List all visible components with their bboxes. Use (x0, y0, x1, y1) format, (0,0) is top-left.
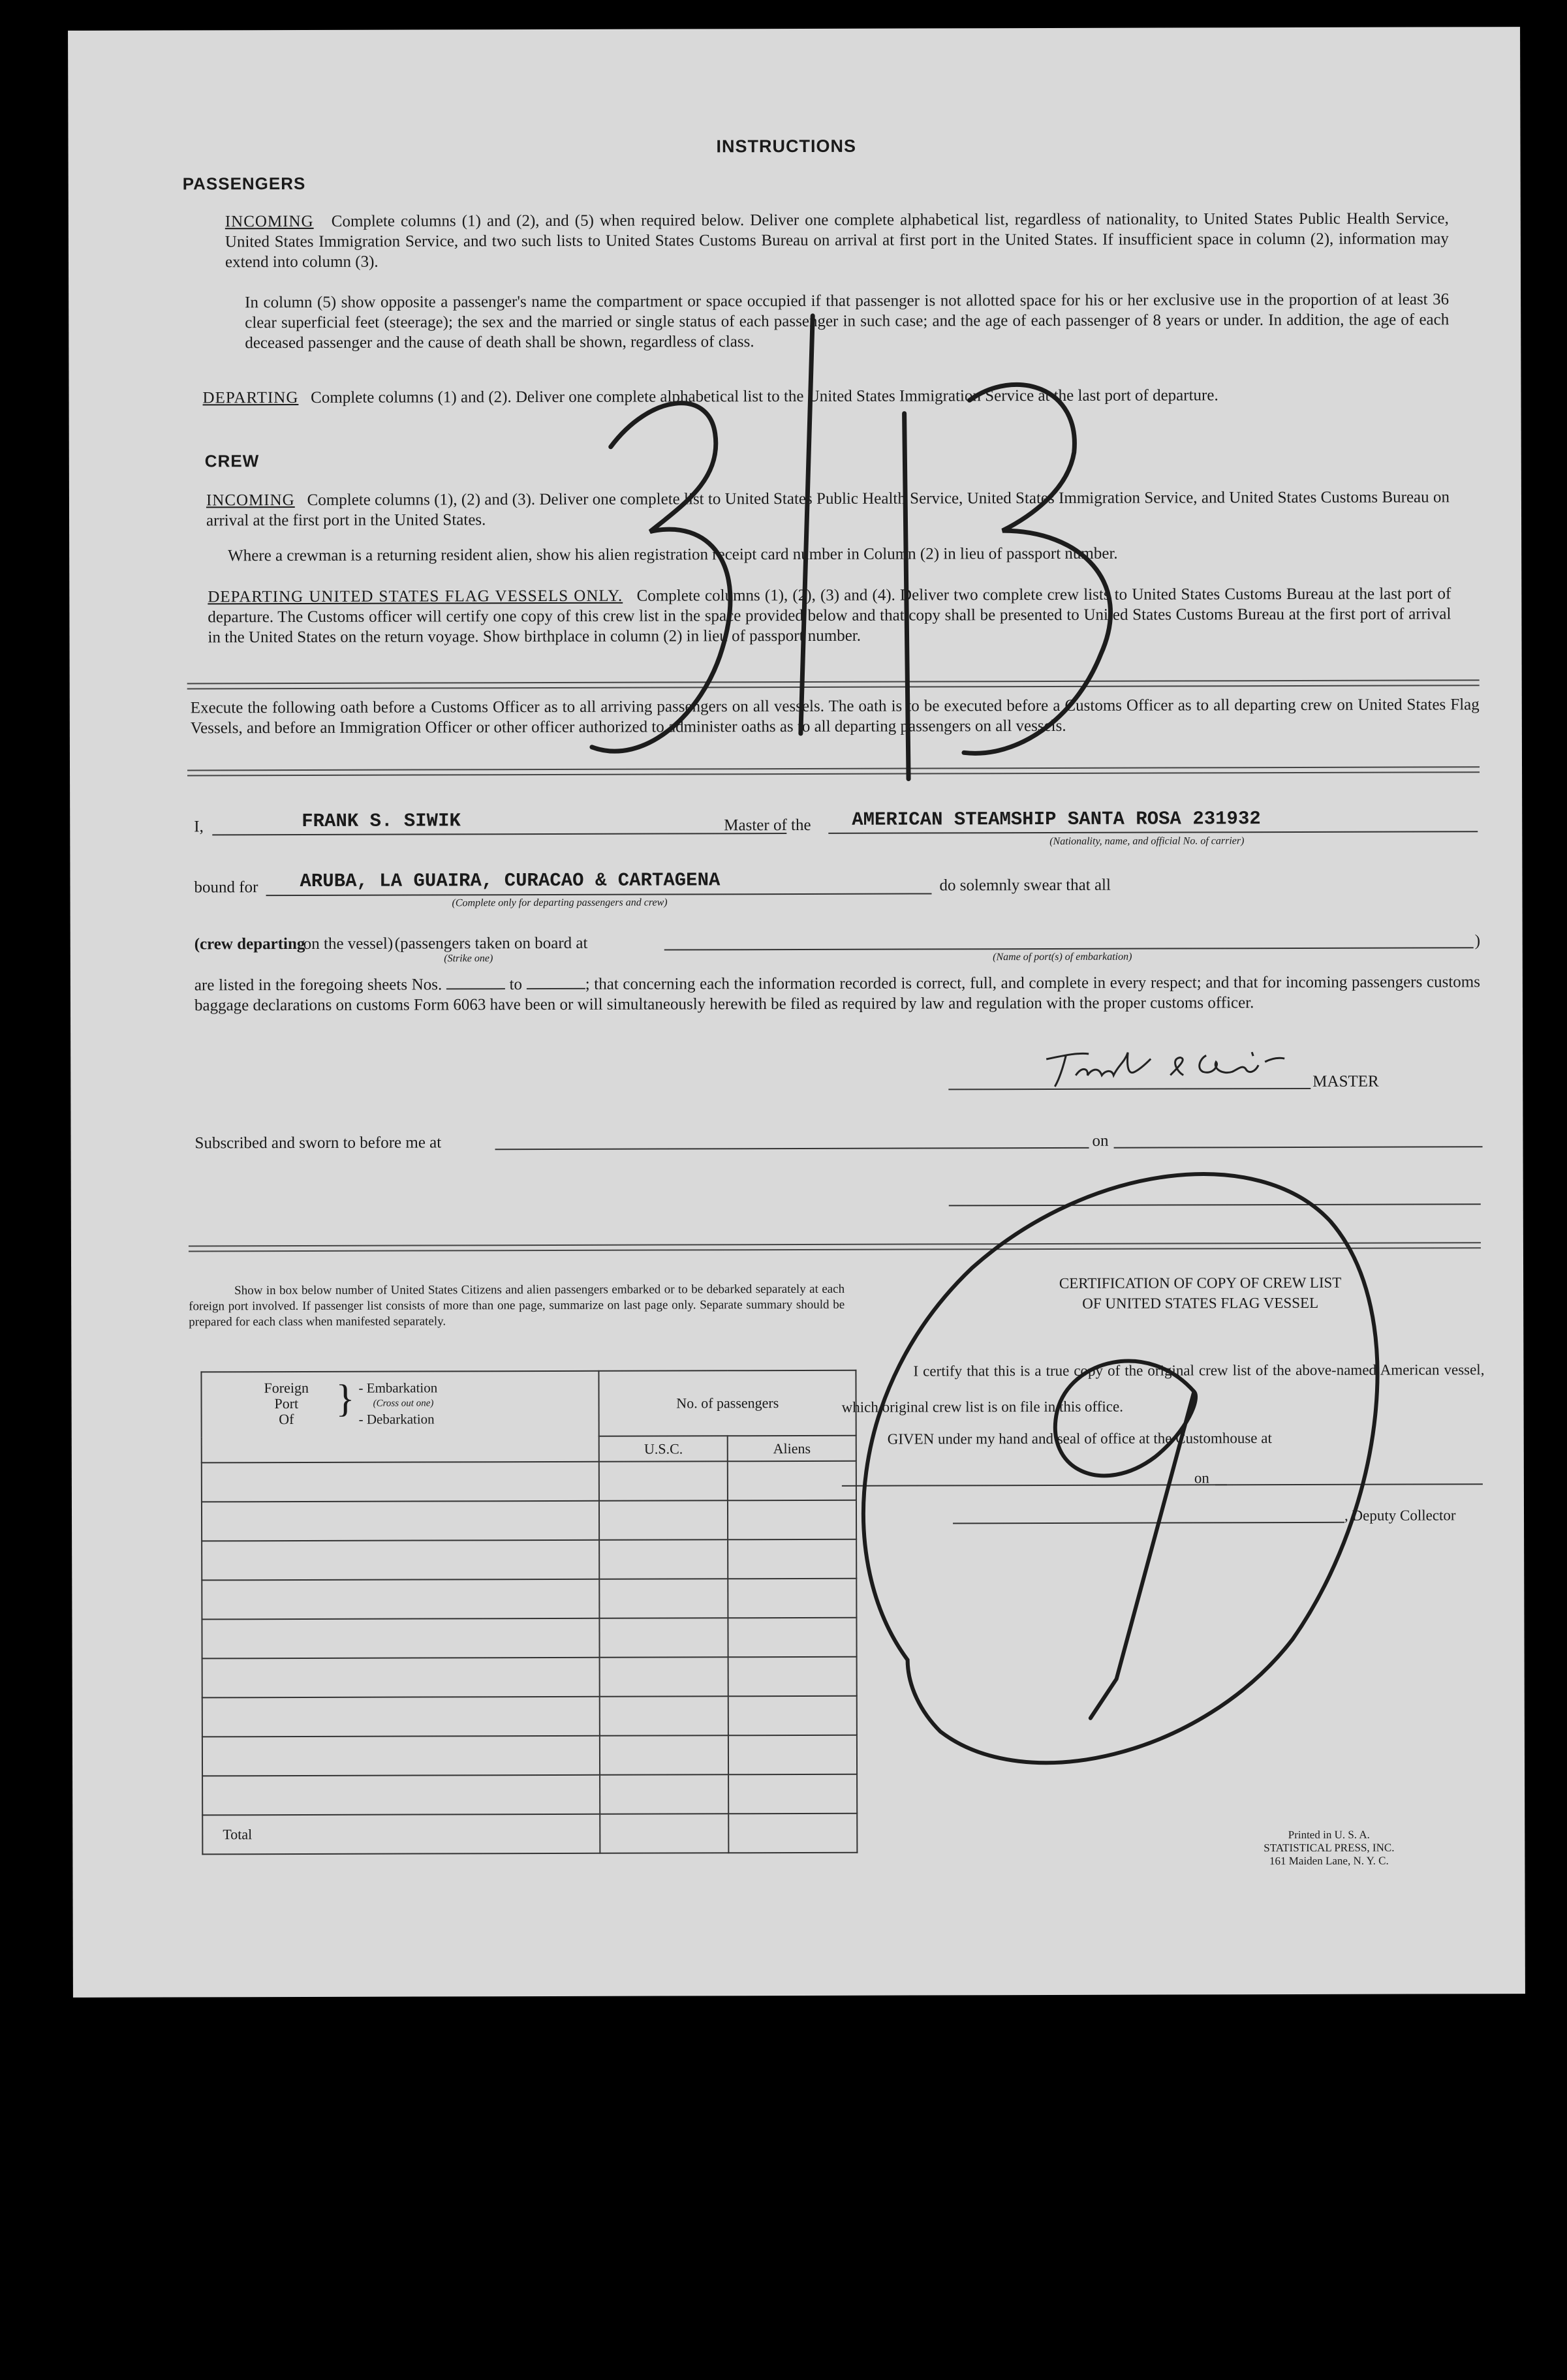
aliens-cell[interactable] (728, 1696, 857, 1736)
bound-for-caption: (Complete only for departing passengers and crew) (452, 897, 668, 909)
bound-for-label: bound for (194, 878, 258, 897)
printer-line-2: STATISTICAL PRESS, INC. (1264, 1841, 1395, 1855)
aliens-cell[interactable] (728, 1500, 856, 1540)
embarkation-port-line (664, 947, 1474, 950)
listed-text-2: ; that concerning each the information recorded is correct, full, and complete in every respect; and that for incoming passengers customs baggage declarations on customs Form 6063 have been or will simultaneously herewith be filed as required by law and regulation with the proper customs officer. (194, 973, 1480, 1015)
incoming-text: Complete columns (1) and (2), and (5) when required below. Deliver one complete alphabetical list, regardless of nationality, to United States Public Health Service, United States Immigration Service, and two such lists to United States Customs Bureau on arrival at first port in the United States. If insufficient space in column (2), information may extend into column (3). (225, 209, 1449, 271)
no-passengers-header: No. of passengers (599, 1370, 856, 1436)
aliens-cell[interactable] (728, 1461, 856, 1501)
aliens-total-cell[interactable] (728, 1814, 857, 1853)
usc-cell[interactable] (600, 1657, 728, 1697)
certification-heading-1: CERTIFICATION OF COPY OF CREW LIST (1059, 1274, 1342, 1291)
usc-header: U.S.C. (599, 1436, 728, 1462)
port-cell[interactable] (202, 1462, 600, 1502)
printer-line-3: 161 Maiden Lane, N. Y. C. (1269, 1854, 1389, 1868)
table-row (202, 1539, 856, 1581)
port-cell[interactable] (202, 1658, 600, 1698)
of-word: Of (279, 1411, 294, 1428)
officer-signature-line (949, 1203, 1481, 1206)
table-row (202, 1618, 856, 1659)
debarkation-label: - Debarkation (358, 1411, 435, 1427)
subscribed-place-line (495, 1147, 1089, 1150)
usc-cell[interactable] (600, 1579, 728, 1618)
aliens-cell[interactable] (728, 1539, 856, 1579)
deputy-signature-line (953, 1522, 1344, 1524)
certify-text: I certify that this is a true copy of the original crew list of the above-named American vessel, which original crew list is on file in this office. (841, 1361, 1485, 1415)
port-caption: (Name of port(s) of embarkation) (993, 951, 1132, 963)
crew-incoming-paragraph (206, 487, 1450, 531)
printer-imprint (1241, 1829, 1417, 1868)
subscribed-date-line (1114, 1146, 1483, 1148)
foreign-port-of-label (264, 1380, 309, 1427)
port-cell[interactable] (202, 1579, 600, 1620)
aliens-header: Aliens (728, 1436, 856, 1462)
listed-paragraph (194, 972, 1480, 1015)
printer-line-1: Printed in U. S. A. (1288, 1828, 1370, 1842)
table-row (202, 1696, 857, 1737)
embark-debark-label (358, 1380, 437, 1427)
crew-incoming-text: Complete columns (1), (2) and (3). Deliver one complete list to United States Public Health Service, United States Immigration Service, and United States Customs Bureau on arrival at the first port in the United States. (206, 488, 1450, 530)
column5-paragraph: In column (5) show opposite a passenger's name the compartment or space occupied if that passenger is not allotted space for his or her exclusive use in the proportion of at least 36 clear superficial feet (steerage); the sex and the married or single status of each passenger in such case; and the age of each passenger of 8 years or under. In addition, the age of each deceased passenger and the cause of death shall be shown, regardless of class. (245, 290, 1450, 352)
port-cell[interactable] (202, 1697, 600, 1737)
incoming-label: INCOMING (225, 212, 314, 231)
master-label: MASTER (1312, 1072, 1379, 1090)
cert-date-line (1215, 1483, 1483, 1485)
subscribed-label: Subscribed and sworn to before me at (194, 1134, 442, 1152)
port-cell[interactable] (202, 1775, 600, 1816)
usc-cell[interactable] (599, 1461, 728, 1501)
master-signature (1036, 1039, 1311, 1095)
port-cell[interactable] (202, 1501, 600, 1541)
divider (187, 679, 1480, 689)
passengers-departing-paragraph (202, 384, 1449, 408)
usc-cell[interactable] (600, 1618, 728, 1658)
bound-for-value: ARUBA, LA GUAIRA, CURACAO & CARTAGENA (300, 869, 721, 892)
document-page (68, 27, 1525, 1998)
i-label: I, (194, 818, 204, 836)
strike-caption: (Strike one) (444, 953, 493, 965)
usc-cell[interactable] (600, 1735, 728, 1775)
subscribed-on-label: on (1092, 1132, 1109, 1150)
swear-label: do solemnly swear that all (939, 876, 1111, 895)
usc-cell[interactable] (599, 1500, 728, 1540)
passengers-heading: PASSENGERS (182, 173, 306, 194)
master-signature-line (948, 1088, 1311, 1090)
departing-flag-label: DEPARTING UNITED STATES FLAG VESSELS ONLY. (208, 587, 623, 606)
vessel-caption: (Nationality, name, and official No. of carrier) (1049, 835, 1245, 847)
total-row (202, 1814, 857, 1855)
crew-departing-option[interactable] (194, 934, 305, 954)
embarkation-label: - Embarkation (358, 1380, 438, 1396)
passengers-taken-option[interactable]: (passengers taken on board at (394, 934, 588, 953)
master-of-label: Master of the (724, 816, 811, 835)
cert-on-label: on (1194, 1470, 1209, 1487)
brace-glyph: } (335, 1376, 355, 1420)
aliens-cell[interactable] (728, 1579, 857, 1618)
foreign-word: Foreign (264, 1379, 309, 1397)
departing-flag-paragraph (208, 583, 1451, 647)
customhouse-line (842, 1484, 1227, 1487)
listed-text-1: are listed in the foregoing sheets Nos. (194, 976, 442, 995)
departing-text: Complete columns (1) and (2). Deliver one complete alphabetical list to the United States Immigration Service at the last port of departure. (311, 386, 1218, 407)
instructions-title: INSTRUCTIONS (716, 136, 857, 157)
sheet-to-field[interactable] (527, 988, 585, 989)
oath-execute-text: Execute the following oath before a Customs Officer as to all arriving passengers on all vessels. The oath is to be executed before a Customs Officer as to all departing crew on United States Flag Vessels, and before an Immigration Officer or other officer authorized to administer oaths as to all departing passengers on all vessels. (190, 696, 1480, 737)
passengers-incoming-paragraph (225, 208, 1449, 272)
table-row (202, 1500, 856, 1541)
divider (189, 1242, 1481, 1252)
on-vessel-text: on the vessel) (303, 935, 394, 953)
listed-to: to (509, 976, 523, 994)
bound-for-line (266, 893, 932, 896)
table-row (202, 1657, 857, 1698)
circled-number (808, 1104, 1463, 1823)
foreign-port-header (201, 1371, 599, 1463)
cross-out-label: (Cross out one) (373, 1398, 434, 1409)
table-row (202, 1579, 856, 1620)
vessel-value: AMERICAN STEAMSHIP SANTA ROSA 231932 (852, 808, 1261, 831)
total-label: Total (202, 1814, 600, 1855)
crew-incoming-label: INCOMING (206, 491, 295, 510)
table-row (202, 1461, 856, 1502)
usc-total-cell[interactable] (600, 1814, 729, 1853)
departing-flag-text: Complete columns (1), (2), (3) and (4). Deliver two complete crew lists to United States Customs Bureau at the last port of departure. The Customs officer will certify one copy of this crew list in the space provided below and that copy shall be presented to United States Customs Bureau at the first port of arrival in the United States on the return voyage. Show birthplace in column (2) in lieu of passport number. (208, 585, 1451, 647)
port-word: Port (274, 1395, 299, 1412)
passenger-summary-table (200, 1370, 858, 1855)
port-cell[interactable] (202, 1618, 600, 1659)
certification-heading-2: OF UNITED STATES FLAG VESSEL (1082, 1294, 1319, 1312)
divider (187, 766, 1480, 776)
sheet-from-field[interactable] (446, 988, 505, 989)
port-cell[interactable] (202, 1540, 600, 1581)
master-name-line (212, 833, 786, 835)
crew-heading: CREW (204, 451, 260, 471)
usc-cell[interactable] (600, 1774, 729, 1814)
table-row (202, 1774, 857, 1816)
close-paren: ) (1474, 932, 1481, 950)
master-name-value: FRANK S. SIWIK (302, 810, 461, 832)
usc-cell[interactable] (600, 1696, 728, 1736)
aliens-cell[interactable] (728, 1657, 857, 1697)
vessel-line (828, 831, 1478, 834)
given-text: GIVEN under my hand and seal of office at the Customhouse at (887, 1430, 1272, 1447)
table-row (202, 1735, 857, 1776)
crewman-paragraph: Where a crewman is a returning resident alien, show his alien registration receipt card number in Column (2) in lieu of passport number. (228, 544, 1118, 565)
aliens-cell[interactable] (728, 1618, 857, 1658)
crew-departing-text: (crew departing (194, 935, 305, 953)
aliens-cell[interactable] (728, 1735, 857, 1775)
departing-label: DEPARTING (202, 388, 299, 407)
port-cell[interactable] (202, 1736, 600, 1776)
usc-cell[interactable] (600, 1539, 728, 1579)
certification-heading (946, 1272, 1455, 1314)
aliens-cell[interactable] (728, 1774, 857, 1814)
summary-instructions: Show in box below number of United States Citizens and alien passengers embarked or to be debarked separately at each foreign port involved. If passenger list consists of more than one page, summarize on last page only. Separate summary should be prepared for each class when manifested separately. (189, 1282, 845, 1329)
deputy-collector-label: , Deputy Collector (1344, 1507, 1456, 1524)
